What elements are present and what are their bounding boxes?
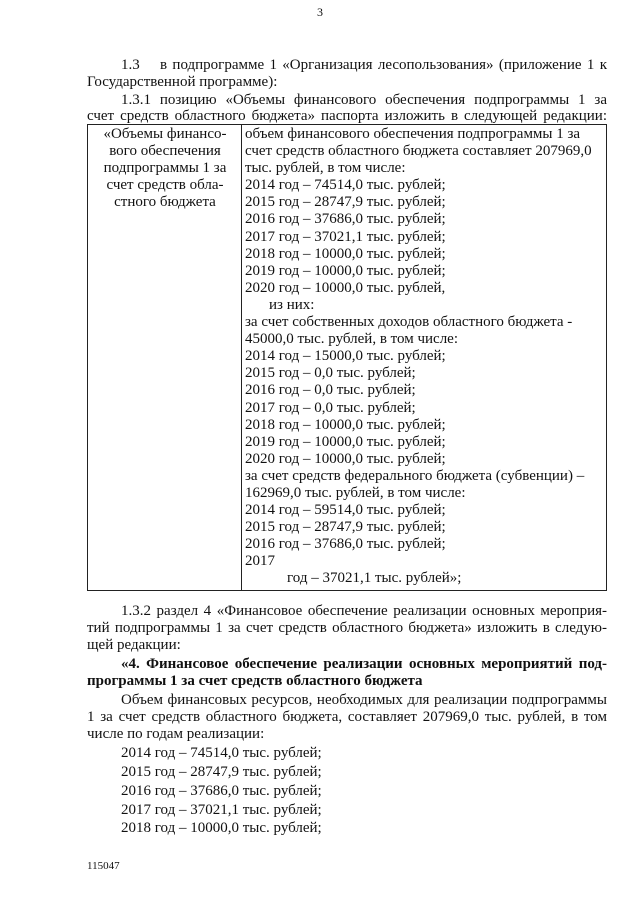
intro-line-2: Государственной программе): (87, 74, 278, 90)
passport-value-line: 2014 год – 59514,0 тыс. рублей; (245, 502, 446, 519)
passport-label-line: «Объемы финансо- (103, 126, 227, 142)
passport-value-line: тыс. рублей, в том числе: (245, 160, 406, 177)
passport-label-line: вого обеспечения (109, 143, 221, 160)
passport-value-line: 2015 год – 0,0 тыс. рублей; (245, 365, 416, 382)
passport-label-line: стного бюджета (114, 194, 216, 211)
body-line-1: Объем финансовых ресурсов, необходимых для реализации подпрограммы (121, 692, 607, 708)
section-4-heading-line-2: программы 1 за счет средств областного бюджета (87, 673, 423, 689)
section-132-line-3: щей редакции: (87, 637, 181, 653)
passport-value-line: 2017 (245, 553, 275, 570)
body-year-line: 2016 год – 37686,0 тыс. рублей; (121, 783, 322, 799)
section-4-heading-line-1: «4. Финансовое обеспечение реализации основных мероприятий под- (121, 656, 607, 672)
passport-value-line: за счет собственных доходов областного бюджета - (245, 314, 573, 331)
passport-label-cell (88, 125, 242, 591)
passport-label-line: счет средств обла- (106, 177, 224, 194)
passport-value-line: 2014 год – 74514,0 тыс. рублей; (245, 177, 446, 194)
passport-value-line: 2019 год – 10000,0 тыс. рублей; (245, 262, 446, 279)
passport-value-line: 2019 год – 10000,0 тыс. рублей; (245, 433, 446, 450)
passport-value-line: 2017 год – 37021,1 тыс. рублей; (245, 228, 446, 245)
passport-value-line: из них: (269, 296, 315, 313)
intro-line-4: счет средств областного бюджета» паспорта изложить в следующей редакции: (87, 108, 607, 124)
body-line-2: 1 за счет средств областного бюджета, составляет 207969,0 тыс. рублей, в том (87, 709, 607, 725)
passport-value-line: счет средств областного бюджета составляет 207969,0 (245, 143, 592, 160)
passport-value-line: 2016 год – 37686,0 тыс. рублей; (245, 536, 446, 553)
passport-value-line: 2018 год – 10000,0 тыс. рублей; (245, 416, 446, 433)
body-year-line: 2017 год – 37021,1 тыс. рублей; (121, 802, 322, 818)
passport-value-line: за счет средств федерального бюджета (субвенции) – (245, 467, 585, 484)
passport-label-line: подпрограммы 1 за (103, 160, 227, 177)
passport-value-line: 2020 год – 10000,0 тыс. рублей; (245, 450, 446, 467)
passport-value-line: 2018 год – 10000,0 тыс. рублей; (245, 245, 446, 262)
passport-value-line: 45000,0 тыс. рублей, в том числе: (245, 331, 459, 348)
passport-value-line: 2020 год – 10000,0 тыс. рублей, (245, 279, 446, 296)
body-year-line: 2018 год – 10000,0 тыс. рублей; (121, 820, 322, 836)
passport-value-line: 2014 год – 15000,0 тыс. рублей; (245, 348, 446, 365)
passport-value-cell (242, 125, 607, 591)
passport-table (87, 124, 607, 591)
passport-value-line: 2015 год – 28747,9 тыс. рублей; (245, 194, 446, 211)
passport-value-line: 2016 год – 37686,0 тыс. рублей; (245, 211, 446, 228)
intro-line-3: 1.3.1 позицию «Объемы финансового обеспечения подпрограммы 1 за (121, 92, 607, 108)
section-132-line-1: 1.3.2 раздел 4 «Финансовое обеспечение реализации основных мероприя- (121, 603, 607, 619)
section-132-line-2: тий подпрограммы 1 за счет средств областного бюджета» изложить в следую- (87, 620, 607, 636)
passport-value-line: 2015 год – 28747,9 тыс. рублей; (245, 519, 446, 536)
body-year-line: 2014 год – 74514,0 тыс. рублей; (121, 745, 322, 761)
passport-value-line: 2016 год – 0,0 тыс. рублей; (245, 382, 416, 399)
passport-value-line: год – 37021,1 тыс. рублей»; (287, 570, 462, 587)
document-code: 115047 (87, 860, 120, 872)
intro-item-number: 1.3 (121, 57, 140, 73)
body-year-line: 2015 год – 28747,9 тыс. рублей; (121, 764, 322, 780)
page-number: 3 (317, 5, 323, 19)
intro-line-1: в подпрограмме 1 «Организация лесопользования» (приложение 1 к (160, 57, 607, 73)
passport-value-line: объем финансового обеспечения подпрограммы 1 за (245, 126, 581, 142)
body-line-3: числе по годам реализации: (87, 726, 265, 742)
passport-value-line: 2017 год – 0,0 тыс. рублей; (245, 399, 416, 416)
passport-value-line: 162969,0 тыс. рублей, в том числе: (245, 484, 466, 501)
